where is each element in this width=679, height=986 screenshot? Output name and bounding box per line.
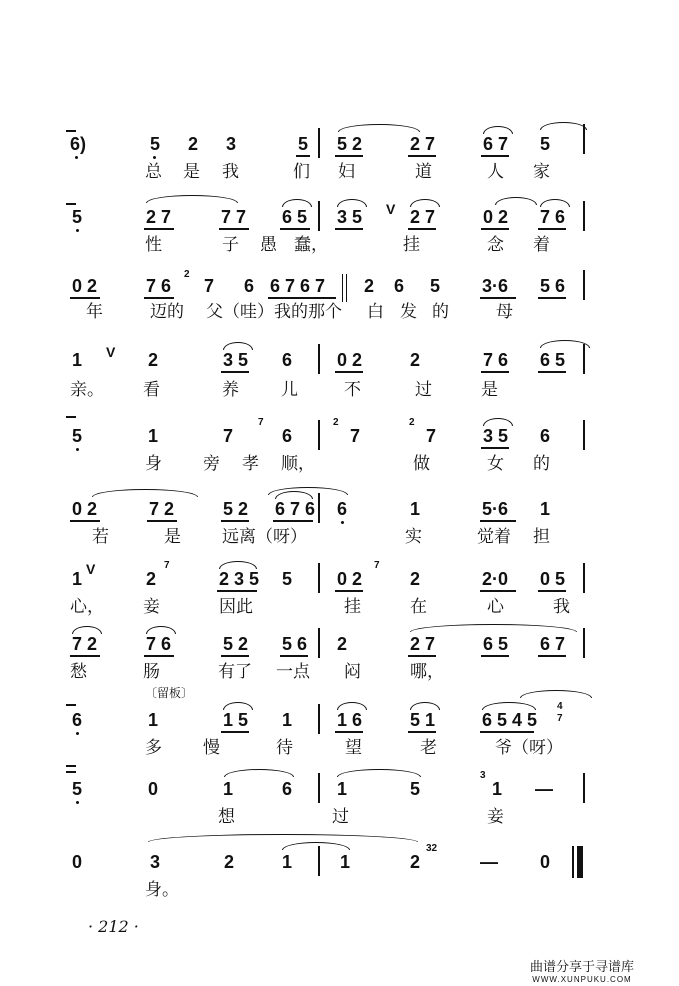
lyric: 年 [86, 302, 103, 322]
note: 1 [282, 852, 293, 872]
lyric: 妾 [487, 807, 504, 827]
page-number: · 212 · [88, 917, 139, 936]
note: 2 3 5 [219, 569, 260, 589]
slur [337, 199, 367, 207]
score-row-2 [0, 195, 679, 275]
bar-line [342, 274, 343, 302]
note: 7 [350, 426, 361, 446]
note: 1 5 [223, 710, 249, 730]
bar-line [318, 420, 320, 450]
note: 7 7 [221, 207, 247, 227]
lyric: 想 [218, 807, 235, 827]
note: 2·0 [482, 569, 509, 589]
note: 7 [223, 426, 234, 446]
lyric: 做 [413, 454, 430, 474]
bar-line [346, 274, 347, 302]
lyric: 旁 [203, 454, 220, 474]
lyric: 看 [143, 380, 160, 400]
note: 0 [148, 779, 159, 799]
beat-underline [70, 520, 100, 522]
slur [483, 126, 513, 134]
bar-line [583, 773, 585, 803]
note: 1 [72, 569, 83, 589]
bar-line [318, 493, 320, 523]
bar-line [318, 344, 320, 374]
bar-line [318, 628, 320, 658]
note: 6 [540, 426, 551, 446]
slur [282, 199, 312, 207]
note: 1 [340, 852, 351, 872]
grace-note: 4 [557, 701, 563, 712]
beat-underline [335, 371, 363, 373]
lyric: 儿 [281, 380, 298, 400]
note: 5 6 [282, 634, 308, 654]
slur [282, 842, 350, 850]
lyric: 实 [405, 527, 422, 547]
lyric: 念 [487, 235, 504, 255]
note: 2 7 [146, 207, 172, 227]
note: 0 2 [72, 276, 98, 296]
lyric: 爷（呀） [495, 738, 563, 758]
beat-underline [480, 520, 516, 522]
note: 5 2 [337, 134, 363, 154]
note: 7 [204, 276, 215, 296]
score-row-4 [0, 340, 679, 420]
lower-octave-dot [75, 156, 78, 159]
note: 1 [223, 779, 234, 799]
note: 2 [410, 350, 421, 370]
slur [410, 624, 577, 632]
lyric: 着 [533, 235, 550, 255]
beat-underline [538, 655, 566, 657]
lyric: 蠢， [294, 235, 328, 255]
beat-underline [273, 520, 313, 522]
note: 1 [492, 779, 503, 799]
lyric: 我 [222, 162, 239, 182]
lyric: 们 [293, 162, 310, 182]
lyric: 养 [222, 380, 239, 400]
lyric: 不 [344, 380, 361, 400]
slur [540, 199, 570, 207]
beat-underline [144, 228, 174, 230]
lyric: 因此 [219, 597, 253, 617]
note: 2 [224, 852, 235, 872]
bar-line [583, 344, 585, 374]
voice-bracket [66, 416, 76, 418]
beat-underline [480, 297, 516, 299]
slur [223, 342, 253, 350]
lyric: 白 [367, 302, 384, 322]
note: 7 6 [483, 350, 509, 370]
final-bar-line [572, 846, 574, 878]
lyric: 心， [70, 597, 104, 617]
note: 5 [72, 426, 83, 446]
lyric: 心 [487, 597, 504, 617]
beat-underline [538, 590, 566, 592]
lyric: 一点 [276, 662, 310, 682]
grace-note: 7 [164, 560, 170, 571]
lyric: 望 [345, 738, 362, 758]
lower-octave-dot [76, 732, 79, 735]
lyric: 身 [145, 454, 162, 474]
slur [337, 702, 367, 710]
beat-underline [538, 371, 566, 373]
note: 6 7 [540, 634, 566, 654]
lyric: 有了 [218, 662, 252, 682]
beat-underline [296, 155, 310, 157]
slur [224, 769, 294, 777]
lower-octave-dot [153, 156, 156, 159]
slur [268, 487, 348, 495]
score-row-11 [0, 838, 679, 918]
beat-underline [335, 731, 363, 733]
note: 3 5 [483, 426, 509, 446]
note: 5 1 [410, 710, 436, 730]
lyric: 哪， [410, 662, 444, 682]
slur [72, 626, 102, 634]
lyric: 是 [481, 380, 498, 400]
beat-underline [480, 731, 534, 733]
score-row-5 [0, 410, 679, 490]
lyric: 子 [222, 235, 239, 255]
beat-underline [268, 297, 336, 299]
lyric: 远离（呀） [222, 527, 307, 547]
bar-line [583, 124, 585, 154]
grace-note: 32 [426, 843, 438, 854]
note: 0 [72, 852, 83, 872]
note: 1 [72, 350, 83, 370]
lyric: 身。 [145, 880, 179, 900]
note: 3 [150, 852, 161, 872]
note: 6 7 [483, 134, 509, 154]
grace-note: 7 [258, 417, 264, 428]
beat-underline [408, 731, 436, 733]
note: 5·6 [482, 499, 509, 519]
tempo-tag: 〔留板〕 [145, 686, 194, 700]
lyric: 女 [487, 454, 504, 474]
note: 0 [540, 852, 551, 872]
lyric: 性 [145, 235, 162, 255]
note: 0 2 [337, 350, 363, 370]
beat-underline [481, 447, 509, 449]
lower-octave-dot [76, 229, 79, 232]
lyric: 多 [145, 738, 162, 758]
score-row-3 [0, 270, 679, 350]
lyric: 孝 [242, 454, 259, 474]
note: 5 [282, 569, 293, 589]
grace-note: 3 [480, 770, 486, 781]
note: 7 2 [149, 499, 175, 519]
breath-mark: V [86, 561, 96, 577]
bar-line [318, 563, 320, 593]
final-bar-line-thick [577, 846, 583, 878]
note: 5 6 [540, 276, 566, 296]
beat-underline [70, 297, 100, 299]
lyric: 觉着 [477, 527, 511, 547]
note: 0 2 [483, 207, 509, 227]
note: 7 6 [146, 634, 172, 654]
lyric: 家 [533, 162, 550, 182]
voice-bracket [66, 130, 76, 132]
lyric: 愁 [70, 662, 87, 682]
note: 1 [540, 499, 551, 519]
note: 5 2 [223, 634, 249, 654]
grace-note: 2 [184, 269, 190, 280]
slur [338, 124, 420, 132]
beat-underline [221, 520, 249, 522]
beat-underline [408, 228, 436, 230]
lyric: 迈的 [150, 302, 184, 322]
lyric: 亲。 [70, 380, 104, 400]
lyric: 愚 [260, 235, 277, 255]
slur [219, 561, 257, 569]
beat-underline [280, 655, 308, 657]
lyric: 父（哇）我的那个 [206, 302, 342, 322]
lyric: 挂 [344, 597, 361, 617]
lyric: 妇 [338, 162, 355, 182]
note: 6 5 [282, 207, 308, 227]
lyric: 妾 [143, 597, 160, 617]
beat-underline [144, 655, 174, 657]
score-row-1 [0, 120, 679, 200]
lyric: 人 [487, 162, 504, 182]
lyric: 母 [496, 302, 513, 322]
beat-underline [70, 655, 100, 657]
note: 0 2 [337, 569, 363, 589]
beat-underline [217, 590, 257, 592]
lyric: 过 [415, 380, 432, 400]
note: 0 2 [72, 499, 98, 519]
slur [410, 199, 440, 207]
note: 6 5 4 5 [482, 710, 538, 730]
note: 2 7 [410, 207, 436, 227]
note: 1 [148, 710, 159, 730]
lyric: 担 [533, 527, 550, 547]
beat-underline [481, 655, 509, 657]
bar-line [318, 846, 320, 876]
note: 6 [244, 276, 255, 296]
grace-note: 2 [409, 417, 415, 428]
bar-line [318, 201, 320, 231]
note: 7 6 [146, 276, 172, 296]
beat-underline [538, 228, 566, 230]
lower-octave-dot [76, 801, 79, 804]
lyric: 挂 [403, 235, 420, 255]
beat-underline [335, 228, 363, 230]
beat-underline [408, 155, 436, 157]
slur [483, 418, 513, 426]
note: 5 [150, 134, 161, 154]
lower-octave-dot [76, 448, 79, 451]
slur [495, 197, 537, 205]
note: 6 [282, 350, 293, 370]
beat-underline [221, 731, 249, 733]
breath-mark: V [106, 344, 116, 360]
note: 5 [430, 276, 441, 296]
lyric: 的 [432, 302, 449, 322]
beat-underline [280, 228, 310, 230]
slur [482, 702, 536, 710]
lyric: 待 [276, 738, 293, 758]
lyric: 道 [415, 162, 432, 182]
note: 6 [282, 779, 293, 799]
lyric: 的 [533, 454, 550, 474]
beat-underline [481, 155, 509, 157]
beat-underline [481, 228, 509, 230]
watermark-url: WWW.XUNPUKU.COM [532, 975, 632, 984]
note: 3·6 [482, 276, 509, 296]
score-row-6 [0, 487, 679, 567]
note: 7 6 [540, 207, 566, 227]
beat-underline [147, 520, 177, 522]
note: — [535, 779, 553, 799]
note: 6 7 6 [275, 499, 316, 519]
note: 7 2 [72, 634, 98, 654]
bar-line [318, 773, 320, 803]
lyric: 是 [183, 162, 200, 182]
beat-underline [221, 655, 249, 657]
note: 6 [394, 276, 405, 296]
bar-line [583, 270, 585, 300]
slur [410, 702, 440, 710]
note: 2 7 [410, 634, 436, 654]
bar-line [318, 128, 320, 158]
slur [223, 702, 253, 710]
grace-note: 7 [557, 713, 563, 724]
lyric: 是 [164, 527, 181, 547]
beat-underline [408, 655, 436, 657]
lyric: 肠 [143, 662, 160, 682]
grace-note: 2 [333, 417, 339, 428]
note: 2 [410, 852, 421, 872]
note: 0 5 [540, 569, 566, 589]
beat-underline [480, 590, 516, 592]
note: 6 [282, 426, 293, 446]
note: 5 [540, 134, 551, 154]
bar-line [583, 201, 585, 231]
note: 1 6 [337, 710, 363, 730]
note: 5 2 [223, 499, 249, 519]
note: 1 [148, 426, 159, 446]
lyric: 闷 [344, 662, 361, 682]
note: 6 5 [540, 350, 566, 370]
note: 2 [364, 276, 375, 296]
note: 2 [337, 634, 348, 654]
note: 2 [410, 569, 421, 589]
note: 6 7 6 7 [270, 276, 326, 296]
breath-mark: V [386, 201, 396, 217]
note: 6 [337, 499, 348, 519]
note: 1 [410, 499, 421, 519]
beat-underline [335, 590, 363, 592]
note: 2 [148, 350, 159, 370]
note: 2 [146, 569, 157, 589]
note: 6 5 [483, 634, 509, 654]
lyric: 总 [145, 162, 162, 182]
note: — [480, 852, 498, 872]
watermark [530, 956, 634, 984]
bar-line [583, 628, 585, 658]
watermark-title: 曲谱分享于寻谱库 [530, 960, 635, 975]
lyric: 我 [553, 597, 570, 617]
note: 2 [188, 134, 199, 154]
bar-line [318, 704, 320, 734]
voice-bracket [66, 704, 76, 706]
lyric: 顺， [281, 454, 315, 474]
note: 1 [337, 779, 348, 799]
lyric: 慢 [203, 738, 220, 758]
bar-line [583, 420, 585, 450]
lyric: 过 [332, 807, 349, 827]
lyric: 若 [92, 527, 109, 547]
slur [146, 626, 176, 634]
slur [146, 195, 238, 203]
beat-underline [538, 297, 566, 299]
bar-line [583, 563, 585, 593]
beat-underline [144, 297, 174, 299]
beat-underline [335, 155, 363, 157]
lower-octave-dot [341, 521, 344, 524]
voice-bracket [66, 765, 76, 767]
note: 1 [282, 710, 293, 730]
beat-underline [221, 371, 249, 373]
lyric: 发 [400, 302, 417, 322]
slur [540, 122, 587, 130]
note: 3 5 [223, 350, 249, 370]
voice-bracket [66, 771, 76, 773]
score-row-10 [0, 763, 679, 843]
lyric: 老 [420, 738, 437, 758]
beat-underline [481, 371, 509, 373]
note: 5 [298, 134, 309, 154]
slur [337, 769, 421, 777]
score-row-8 [0, 622, 679, 702]
note: 3 [226, 134, 237, 154]
note: 6 [72, 710, 83, 730]
beat-underline [219, 228, 249, 230]
voice-bracket [66, 203, 76, 205]
note: 7 [426, 426, 437, 446]
slur [92, 489, 198, 497]
note: 5 [72, 207, 83, 227]
note: 2 7 [410, 134, 436, 154]
note: 3 5 [337, 207, 363, 227]
note: 5 [410, 779, 421, 799]
note: 5 [72, 779, 83, 799]
grace-note: 7 [374, 560, 380, 571]
note: 6) [70, 134, 87, 154]
lyric: 在 [410, 597, 427, 617]
